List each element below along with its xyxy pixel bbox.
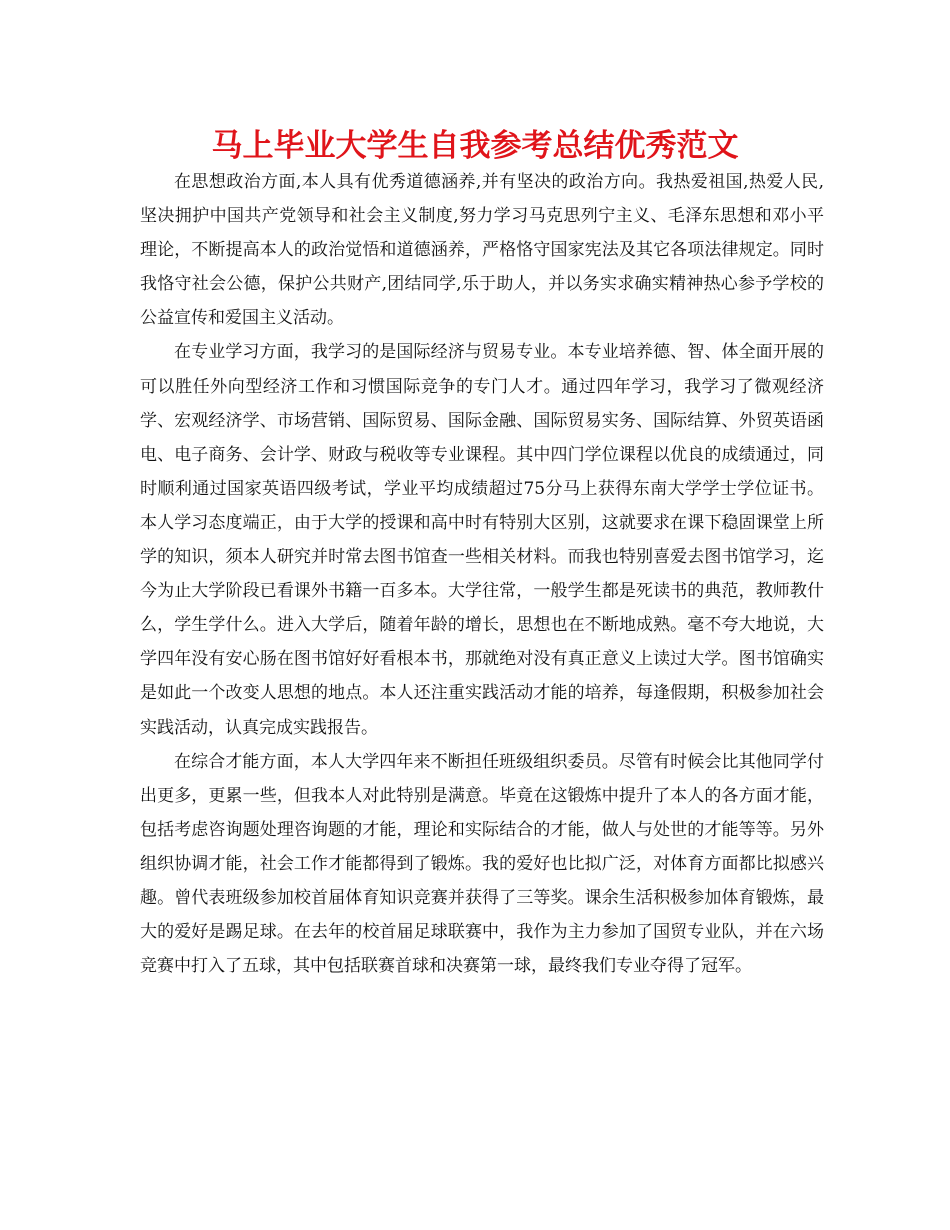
document-body	[140, 165, 824, 983]
paragraph-abilities: 在综合才能方面，本人大学四年来不断担任班级组织委员。尽管有时候会比其他同学付出更多，更累一些，但我本人对此特别是满意。毕竟在这锻炼中提升了本人的各方面才能，包括考虑咨询题处理咨询题的才能，理论和实际结合的才能，做人与处世的才能等等。另外组织协调才能，社会工作才能都得到了锻炼。我的爱好也比拟广泛，对体育方面都比拟感兴趣。曾代表班级参加校首届体育知识竞赛并获得了三等奖。课余生活积极参加体育锻炼，最大的爱好是踢足球。在去年的校首届足球联赛中，我作为主力参加了国贸专业队，并在六场竞赛中打入了五球，其中包括联赛首球和决赛第一球，最终我们专业夺得了冠军。	[140, 751, 824, 977]
paragraph-politics: 在思想政治方面,本人具有优秀道德涵养,并有坚决的政治方向。我热爱祖国,热爱人民,坚决拥护中国共产党领导和社会主义制度,努力学习马克思列宁主义、毛泽东思想和邓小平理论，不断提高本人的政治觉悟和道德涵养，严格恪守国家宪法及其它各项法律规定。同时我恪守社会公德，保护公共财产,团结同学,乐于助人，并以务实求确实精神热心参予学校的公益宣传和爱国主义活动。	[140, 172, 824, 329]
paragraph-study: 在专业学习方面，我学习的是国际经济与贸易专业。本专业培养德、智、体全面开展的可以胜任外向型经济工作和习惯国际竞争的专门人才。通过四年学习，我学习了微观经济学、宏观经济学、市场营销、国际贸易、国际金融、国际贸易实务、国际结算、外贸英语函电、电子商务、会计学、财政与税收等专业课程。其中四门学位课程以优良的成绩通过，同时顺利通过国家英语四级考试，学业平均成绩超过75分马上获得东南大学学士学位证书。本人学习态度端正，由于大学的授课和高中时有特别大区别，这就要求在课下稳固课堂上所学的知识，须本人研究并时常去图书馆查一些相关材料。而我也特别喜爱去图书馆学习，迄今为止大学阶段已看课外书籍一百多本。大学往常，一般学生都是死读书的典范，教师教什么，学生学什么。进入大学后，随着年龄的增长，思想也在不断地成熟。毫不夸大地说，大学四年没有安心肠在图书馆好好看根本书，那就绝对没有真正意义上读过大学。图书馆确实是如此一个改变人思想的地点。本人还注重实践活动才能的培养，每逢假期，积极参加社会实践活动，认真完成实践报告。	[140, 342, 824, 738]
document-title: 马上毕业大学生自我参考总结优秀范文	[211, 128, 739, 164]
